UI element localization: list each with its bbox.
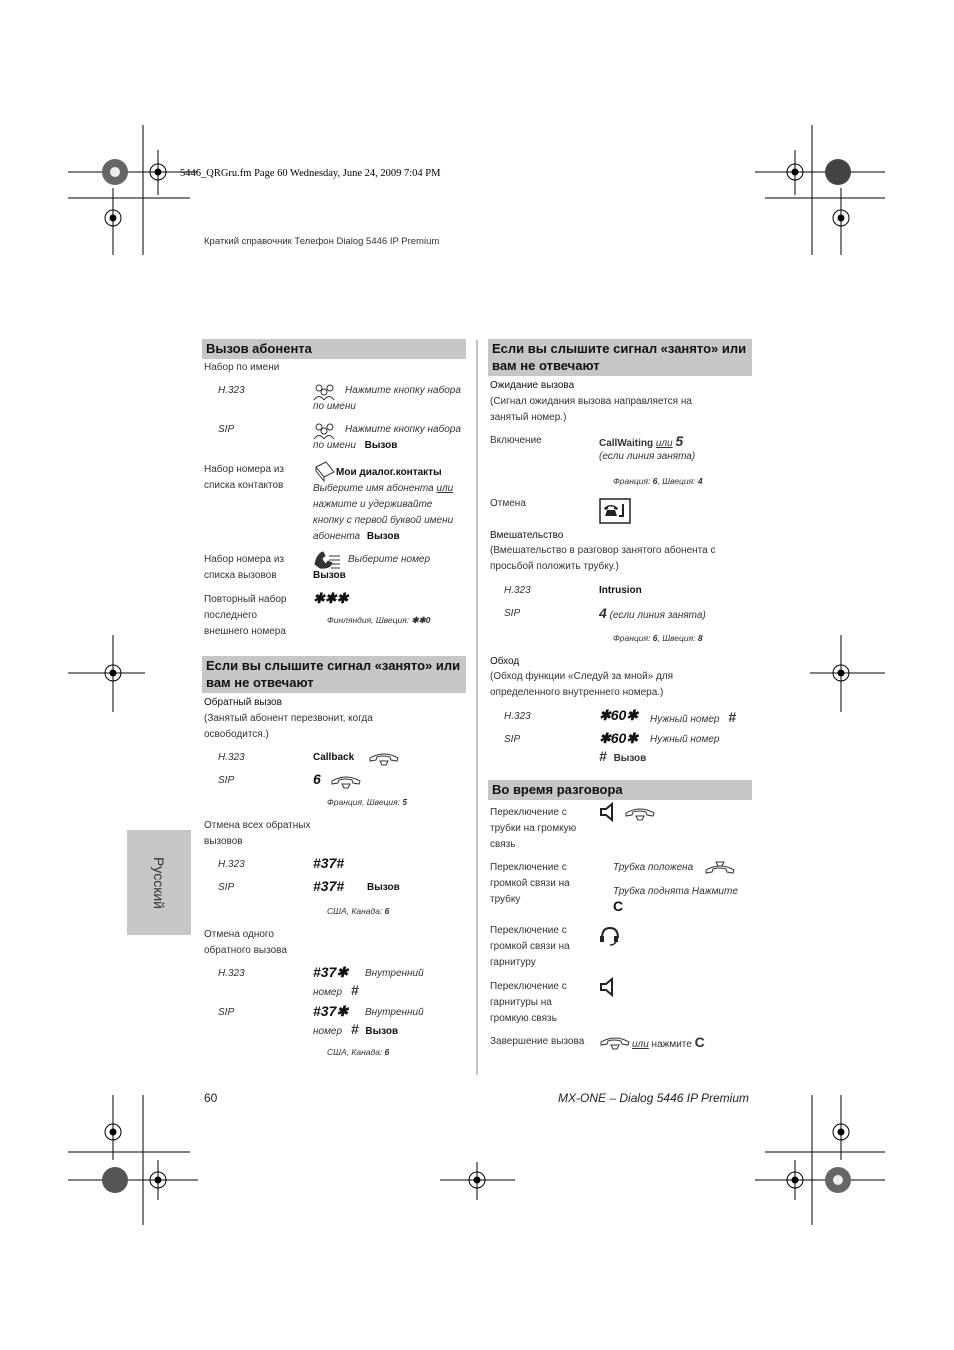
sip-label: SIP: [504, 608, 521, 619]
waiting-desc: (Сигнал ожидания вызова направляется на занятый номер.): [490, 396, 692, 423]
redial-label: Повторный набор последнего внешнего номера: [204, 594, 287, 637]
speaker-icon: [599, 978, 617, 996]
file-meta: 5446_QRGru.fm Page 60 Wednesday, June 24, 2009 7:04 PM: [180, 168, 441, 179]
handset-icon: [368, 752, 400, 766]
h323-label: H.323: [218, 859, 245, 870]
headset-to-speaker-label: Переключение с гарнитуры на громкую связь: [490, 981, 567, 1024]
cancel-one-note: США, Канада: 6: [327, 1047, 390, 1057]
cancel-all-call: Вызов: [367, 882, 400, 893]
intrusion-softkey: Intrusion: [599, 585, 642, 596]
cancel-one-text: Внутренний номер #: [313, 968, 424, 998]
handset-down-icon: [704, 858, 736, 874]
callback-note: Франция, Швеция: 5: [327, 797, 408, 807]
language-tab-label: Русский: [151, 856, 167, 909]
h323-label: H.323: [218, 752, 245, 763]
callback-title: Обратный вызов: [204, 697, 282, 708]
section-title-during-call: Во время разговора: [488, 780, 752, 800]
handset-up-text: Трубка поднята Нажмите: [613, 886, 738, 897]
intrusion-title: Вмешательство: [490, 530, 564, 541]
page-number: 60: [204, 1091, 218, 1105]
section-title-busy-left: Если вы слышите сигнал «занято» или вам не отвечают: [202, 656, 466, 693]
handset-icon: [624, 807, 656, 821]
cancel-label: Отмена: [490, 498, 526, 509]
clear-button-icon: [599, 498, 631, 524]
sip-label: SIP: [218, 424, 235, 435]
h323-label: H.323: [504, 711, 531, 722]
h323-label: H.323: [218, 385, 245, 396]
cancel-one-label: Отмена одного обратного вызова: [204, 929, 287, 956]
bypass-sip-text: Нужный номер: [650, 734, 720, 745]
cancel-all-note: США, Канада: 6: [327, 906, 390, 916]
cancel-one-code-sip: #37✱: [313, 1003, 349, 1019]
running-header: Краткий справочник Телефон Dialog 5446 IP Premium: [204, 236, 440, 247]
by-name-label: Набор по имени: [204, 362, 280, 373]
sip-label: SIP: [218, 1007, 235, 1018]
bypass-desc: (Обход функции «Следуй за мной» для определенного внутреннего номера.): [490, 671, 674, 698]
sip-label: SIP: [218, 882, 235, 893]
headset-icon: [599, 926, 621, 946]
enable-note: (если линия занята): [599, 451, 696, 462]
calllog-label: Набор номера из списка вызовов: [204, 554, 285, 581]
cancel-one-sip-text: Внутренний номер # Вызов: [313, 1007, 424, 1037]
h323-label: H.323: [504, 585, 531, 596]
redial-code: ✱✱✱: [313, 590, 349, 606]
callback-code: 6: [313, 771, 321, 787]
enable-country-note: Франция: 6, Швеция: 4: [613, 476, 703, 486]
cancel-one-code: #37✱: [313, 964, 349, 980]
contacts-instruction: Выберите имя абонента или нажмите и удерживайте кнопку с первой буквой имени абонента Вызов: [313, 483, 454, 542]
calllog-call: Вызов: [313, 570, 346, 581]
handset-down-text: Трубка положена: [613, 862, 694, 873]
contacts-label: Набор номера из списка контактов: [204, 464, 285, 491]
intrusion-desc: (Вмешательство в разговор занятого абонента с просьбой положить трубку.): [490, 545, 716, 572]
h323-instruction: Нажмите кнопку набора по имени: [313, 385, 461, 412]
intrusion-code: 4 (если линия занята): [599, 605, 706, 621]
waiting-title: Ожидание вызова: [490, 380, 575, 391]
bypass-code-sip: ✱60✱: [599, 730, 639, 746]
contacts-title: Мои диалог.контакты: [336, 467, 442, 478]
h323-label: H.323: [218, 968, 245, 979]
cancel-all-label: Отмена всех обратных вызовов: [204, 820, 311, 847]
redial-note: Финляндия, Швеция: ✱✱0: [327, 615, 431, 625]
cancel-all-code-sip: #37#: [313, 878, 345, 894]
sip-label: SIP: [218, 775, 235, 786]
section-title-call: Вызов абонента: [202, 339, 466, 359]
bypass-text: Нужный номер #: [650, 709, 737, 725]
handset-to-speaker-label: Переключение с трубки на громкую связь: [490, 807, 577, 850]
section-title-busy-right: Если вы слышите сигнал «занято» или вам не отвечают: [488, 339, 752, 376]
enable-instruction: CallWaiting или 5: [599, 433, 684, 449]
language-tab: [127, 830, 191, 935]
bypass-title: Обход: [490, 656, 520, 667]
sip-label: SIP: [504, 734, 521, 745]
clear-key: C: [613, 898, 624, 914]
phonebook-icon: [313, 461, 335, 483]
callback-desc: (Занятый абонент перезвонит, когда освободится.): [204, 713, 373, 740]
end-call-alt: или нажмите C: [632, 1034, 705, 1050]
handset-icon: [599, 1036, 631, 1050]
calllog-instruction: Выберите номер: [348, 554, 431, 565]
callback-softkey: Callback: [313, 752, 355, 763]
call-list-icon: [313, 550, 341, 570]
speaker-to-handset-label: Переключение с громкой связи на трубку: [490, 862, 570, 905]
bypass-code: ✱60✱: [599, 707, 639, 723]
intrusion-note: Франция: 6, Швеция: 8: [613, 633, 703, 643]
handset-icon: [330, 775, 362, 789]
enable-label: Включение: [490, 435, 542, 446]
sip-instruction: Нажмите кнопку набора по имени Вызов: [313, 424, 461, 451]
speaker-icon: [599, 803, 617, 821]
bypass-sip-line2: # Вызов: [599, 748, 647, 764]
product-name: MX-ONE – Dialog 5446 IP Premium: [558, 1091, 749, 1105]
cancel-all-code: #37#: [313, 855, 345, 871]
speaker-to-headset-label: Переключение с громкой связи на гарнитуру: [490, 925, 570, 968]
end-call-label: Завершение вызова: [490, 1036, 585, 1047]
